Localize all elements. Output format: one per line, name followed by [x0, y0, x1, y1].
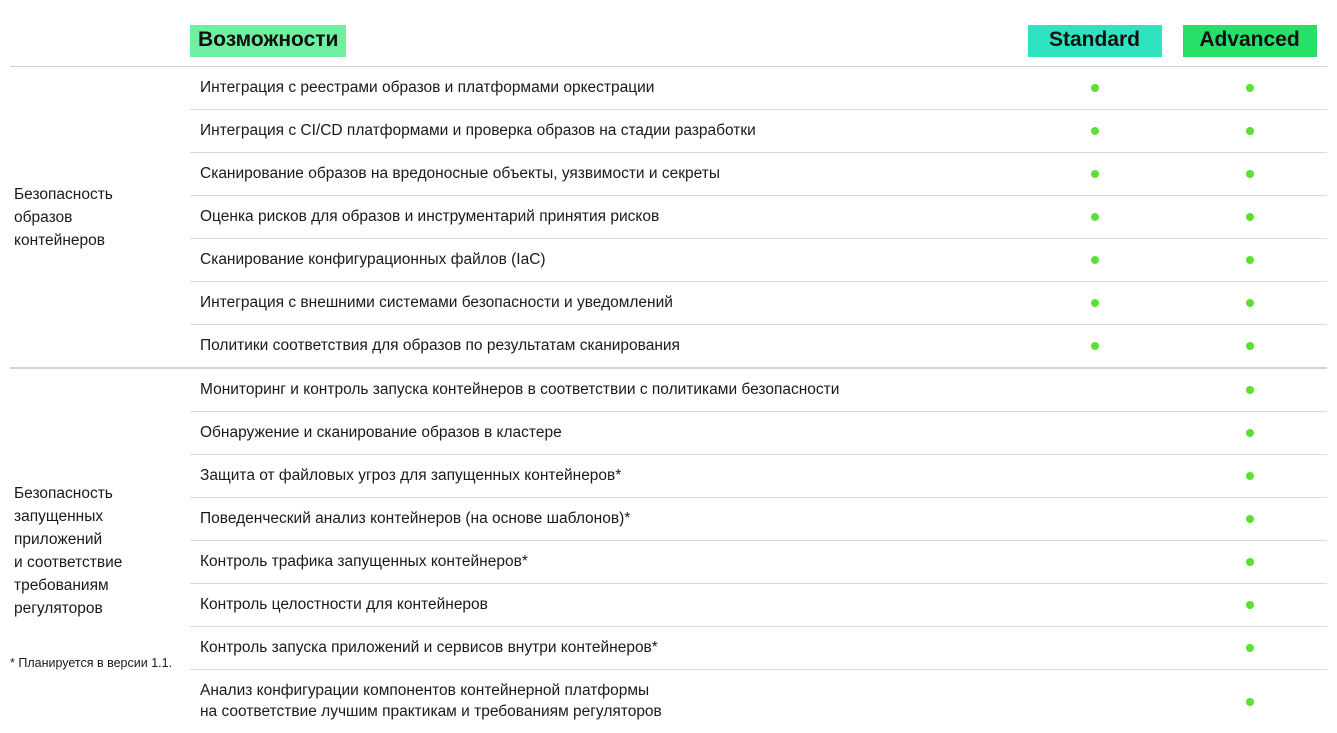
availability-dot-advanced	[1246, 515, 1254, 523]
header-plan-advanced	[1172, 16, 1327, 67]
plan-cell-standard	[1017, 196, 1172, 239]
header-plan-standard	[1017, 16, 1172, 67]
table-row	[10, 412, 1327, 455]
availability-dot-standard	[1091, 256, 1099, 264]
plan-cell-advanced	[1172, 110, 1327, 153]
feature-cell	[190, 282, 1017, 325]
plan-cell-standard	[1017, 368, 1172, 412]
plan-cell-standard	[1017, 153, 1172, 196]
availability-dot-advanced	[1246, 601, 1254, 609]
plan-cell-standard	[1017, 627, 1172, 670]
table-row	[10, 239, 1327, 282]
feature-label: на соответствие лучшим практикам и требованиям регуляторов	[200, 701, 1007, 722]
feature-label: Интеграция с внешними системами безопасности и уведомлений	[200, 292, 1007, 313]
feature-cell	[190, 325, 1017, 369]
row-group-label-line: Безопасность	[14, 482, 182, 505]
plan-cell-standard	[1017, 455, 1172, 498]
availability-dot-advanced	[1246, 299, 1254, 307]
table-row	[10, 584, 1327, 627]
availability-dot-advanced	[1246, 256, 1254, 264]
plan-cell-advanced	[1172, 368, 1327, 412]
header-features-label: Возможности	[190, 25, 346, 57]
availability-dot-standard	[1091, 299, 1099, 307]
feature-label: Сканирование образов на вредоносные объекты, уязвимости и секреты	[200, 163, 1007, 184]
availability-dot-advanced	[1246, 472, 1254, 480]
header-plan-standard-label: Standard	[1028, 25, 1162, 57]
feature-label: Контроль запуска приложений и сервисов внутри контейнеров*	[200, 637, 1007, 658]
plan-cell-advanced	[1172, 412, 1327, 455]
row-group-label-line: требованиям	[14, 574, 182, 597]
feature-label: Поведенческий анализ контейнеров (на основе шаблонов)*	[200, 508, 1007, 529]
availability-dot-advanced	[1246, 127, 1254, 135]
feature-cell	[190, 627, 1017, 670]
table-row	[10, 153, 1327, 196]
table-row	[10, 368, 1327, 412]
row-group-label-line: Безопасность	[14, 183, 182, 206]
row-group-label-line: и соответствие	[14, 551, 182, 574]
availability-dot-standard	[1091, 84, 1099, 92]
availability-dot-advanced	[1246, 558, 1254, 566]
feature-cell	[190, 196, 1017, 239]
header-row	[10, 16, 1327, 67]
feature-label: Защита от файловых угроз для запущенных контейнеров*	[200, 465, 1007, 486]
feature-label: Интеграция с реестрами образов и платформами оркестрации	[200, 77, 1007, 98]
plan-cell-advanced	[1172, 153, 1327, 196]
row-group-label-line: регуляторов	[14, 597, 182, 620]
plan-cell-standard	[1017, 412, 1172, 455]
availability-dot-standard	[1091, 170, 1099, 178]
feature-label: Политики соответствия для образов по результатам сканирования	[200, 335, 1007, 356]
table-row	[10, 325, 1327, 369]
row-group-label-line: приложений	[14, 528, 182, 551]
plan-cell-advanced	[1172, 455, 1327, 498]
table-row	[10, 541, 1327, 584]
availability-dot-advanced	[1246, 84, 1254, 92]
row-group-label-cell	[10, 67, 190, 369]
plan-cell-standard	[1017, 282, 1172, 325]
availability-dot-advanced	[1246, 170, 1254, 178]
table-row	[10, 627, 1327, 670]
row-group-label-line: образов	[14, 206, 182, 229]
row-group-label-cell	[10, 368, 190, 733]
availability-dot-advanced	[1246, 429, 1254, 437]
footnote: * Планируется в версии 1.1.	[10, 655, 172, 671]
availability-dot-advanced	[1246, 698, 1254, 706]
plan-cell-advanced	[1172, 196, 1327, 239]
plan-cell-advanced	[1172, 67, 1327, 110]
header-group-spacer	[10, 16, 190, 67]
plan-cell-standard	[1017, 584, 1172, 627]
table-row	[10, 670, 1327, 733]
feature-cell	[190, 412, 1017, 455]
plan-cell-standard	[1017, 498, 1172, 541]
feature-label: Оценка рисков для образов и инструментарий принятия рисков	[200, 206, 1007, 227]
table-body	[10, 67, 1327, 733]
plan-cell-standard	[1017, 239, 1172, 282]
plan-cell-standard	[1017, 670, 1172, 733]
feature-label: Сканирование конфигурационных файлов (IaC)	[200, 249, 1007, 270]
table-header	[10, 16, 1327, 67]
plan-cell-advanced	[1172, 541, 1327, 584]
feature-cell	[190, 455, 1017, 498]
availability-dot-standard	[1091, 342, 1099, 350]
table-row	[10, 498, 1327, 541]
plan-cell-standard	[1017, 541, 1172, 584]
feature-label: Анализ конфигурации компонентов контейнерной платформы	[200, 680, 1007, 701]
feature-cell	[190, 670, 1017, 733]
feature-label: Интеграция с CI/CD платформами и проверка образов на стадии разработки	[200, 120, 1007, 141]
feature-cell	[190, 498, 1017, 541]
row-group-label-line: контейнеров	[14, 229, 182, 252]
plan-cell-advanced	[1172, 670, 1327, 733]
availability-dot-standard	[1091, 127, 1099, 135]
table-row	[10, 67, 1327, 110]
feature-label: Контроль трафика запущенных контейнеров*	[200, 551, 1007, 572]
table-row	[10, 110, 1327, 153]
plan-cell-standard	[1017, 110, 1172, 153]
row-group-label-line: запущенных	[14, 505, 182, 528]
plan-cell-advanced	[1172, 325, 1327, 369]
availability-dot-standard	[1091, 213, 1099, 221]
plan-cell-standard	[1017, 67, 1172, 110]
availability-dot-advanced	[1246, 386, 1254, 394]
table-row	[10, 282, 1327, 325]
plan-cell-advanced	[1172, 627, 1327, 670]
feature-label: Обнаружение и сканирование образов в кластере	[200, 422, 1007, 443]
feature-cell	[190, 584, 1017, 627]
plan-cell-advanced	[1172, 239, 1327, 282]
feature-cell	[190, 541, 1017, 584]
feature-label: Контроль целостности для контейнеров	[200, 594, 1007, 615]
feature-cell	[190, 239, 1017, 282]
plan-cell-advanced	[1172, 282, 1327, 325]
feature-comparison-table	[10, 16, 1327, 733]
feature-cell	[190, 67, 1017, 110]
header-features	[190, 16, 1017, 67]
plan-cell-advanced	[1172, 584, 1327, 627]
feature-cell	[190, 153, 1017, 196]
feature-cell	[190, 110, 1017, 153]
feature-cell	[190, 368, 1017, 412]
feature-label: Мониторинг и контроль запуска контейнеров в соответствии с политиками безопасности	[200, 379, 1007, 400]
plan-cell-advanced	[1172, 498, 1327, 541]
availability-dot-advanced	[1246, 342, 1254, 350]
table-row	[10, 196, 1327, 239]
header-plan-advanced-label: Advanced	[1183, 25, 1317, 57]
availability-dot-advanced	[1246, 213, 1254, 221]
plan-cell-standard	[1017, 325, 1172, 369]
table-row	[10, 455, 1327, 498]
availability-dot-advanced	[1246, 644, 1254, 652]
